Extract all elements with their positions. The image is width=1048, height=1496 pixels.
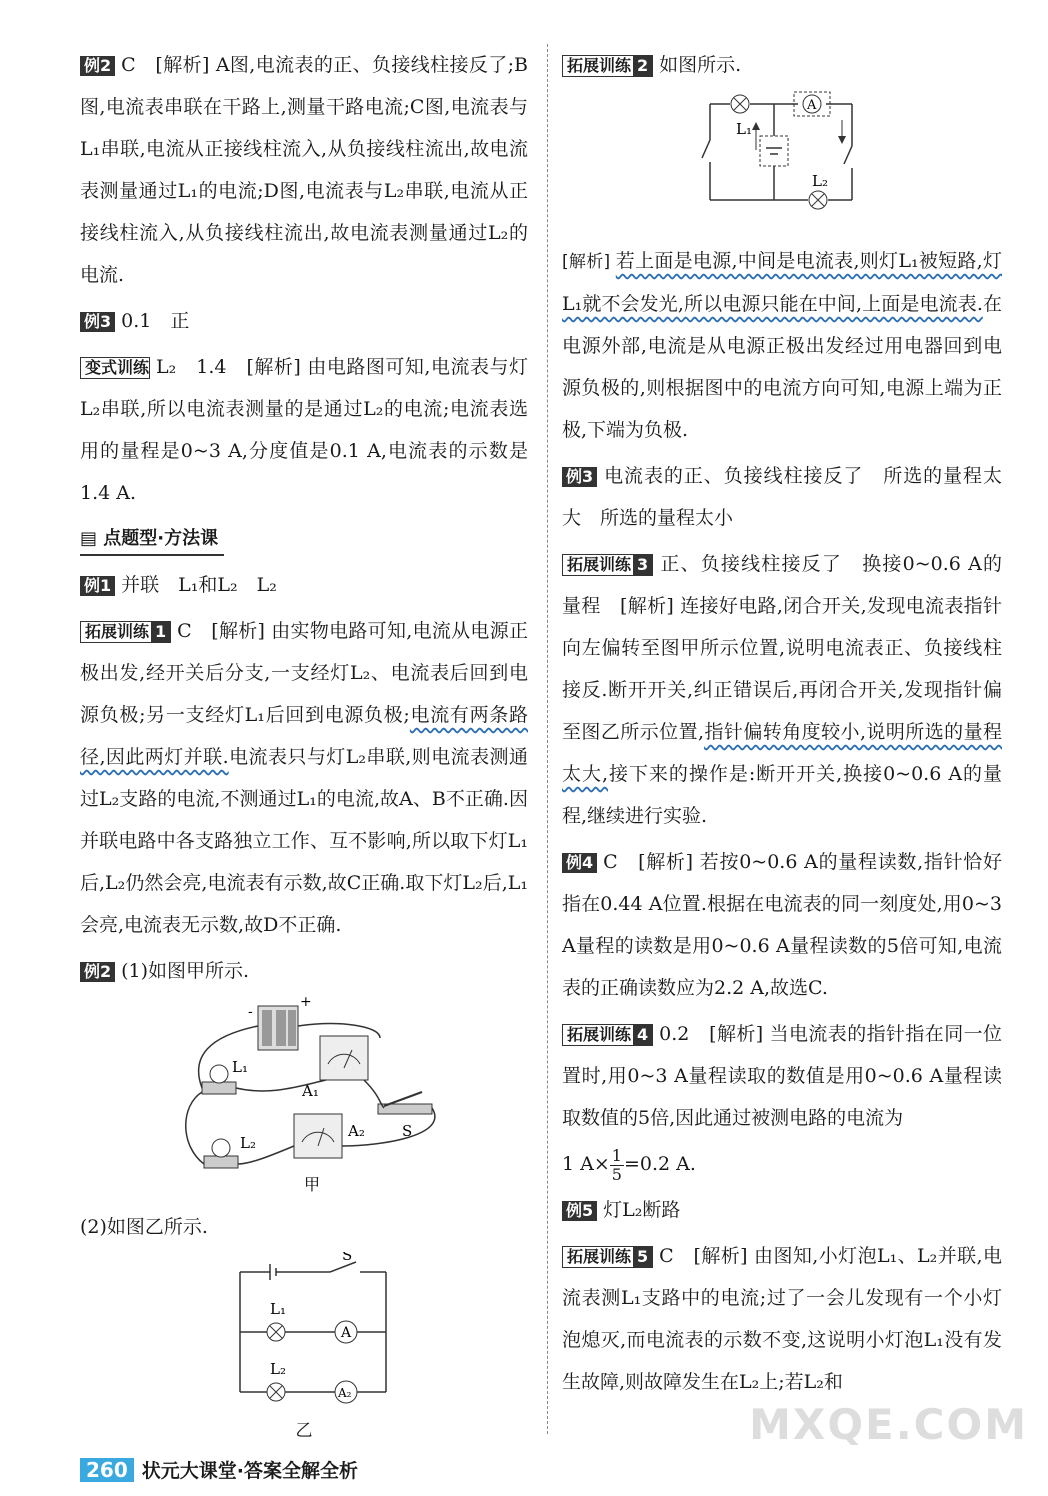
- lamp-l2-symbol-icon: [267, 1383, 285, 1401]
- answer-example-4: 例4 C [解析] 若按0~0.6 A的量程读数,指针恰好指在0.44 A位置.根据在电流表的同一刻度处,用0~3 A量程的读数是用0~0.6 A量程读数的5倍可知,电流表的正确读数应为2.2 A,故选C.: [562, 851, 1002, 999]
- label-a: A: [807, 98, 817, 113]
- tag-example: 例4: [562, 853, 597, 873]
- figure-physical-circuit: [80, 996, 528, 1200]
- lamp-l1-symbol-icon: [267, 1323, 285, 1341]
- tag-extension-training: 拓展训练 1: [80, 621, 171, 643]
- lamp-l2-icon: [204, 1139, 238, 1168]
- page-number: 260: [80, 1458, 134, 1482]
- figure-schematic-yi: [80, 1252, 528, 1441]
- tag-variant-training: 变式训练: [80, 357, 150, 379]
- formula-line: 1 A× $\frac{1}{5}$ =0.2 A.: [562, 1145, 696, 1184]
- answer-extension-1: 拓展训练 1 C [解析] 由实物电路可知,电流从电源正极出发,经开关后分支,一支经灯L₂、电流表后回到电源负极;另一支经灯L₁后回到电源负极;电流有两条路径,因此两灯并联.电流表只与灯L₂串联,则电流表测通过L₂支路的电流,不测通过L₁的电流,故A、B不正确.因并联电路中各支路独立工作、互不影响,所以取下灯L₁后,L₂仍然会亮,电流表有示数,故C正确.取下灯L₂后,L₁会亮,电流表无示数,故D不正确.: [80, 620, 528, 936]
- tag-example: 例3: [80, 312, 115, 332]
- answer-example-5: 例5 灯L₂断路: [562, 1189, 1002, 1231]
- label-l2: L₂: [270, 1360, 286, 1378]
- tag-example: 例5: [562, 1201, 597, 1221]
- answer-example-2b: 例2 (1)如图甲所示.: [80, 950, 528, 992]
- tag-extension-training: 拓展训练 3: [562, 554, 653, 576]
- ammeter-a2-icon: [294, 1114, 342, 1158]
- left-column: [80, 44, 528, 1447]
- answer-extension-2: 拓展训练 2 如图所示.: [562, 44, 1002, 86]
- section-heading: ▤ 点题型·方法课: [80, 524, 224, 556]
- answer-example-2: 例2 C [解析] A图,电流表的正、负接线柱接反了;B图,电流表串联在干路上,测量干路电流;C图,电流表与L₁串联,电流从正接线柱流入,从负接线柱流出,故电流表测量通过L₁的电流;D图,电流表与L₂串联,电流从正接线柱流入,从负接线柱流出,故电流表测量通过L₂的电流.: [80, 54, 528, 286]
- column-divider: [547, 44, 548, 1434]
- switch-icon: [378, 1092, 432, 1114]
- tag-example: 例2: [80, 56, 115, 76]
- tag-extension-training: 拓展训练 5: [562, 1246, 653, 1268]
- label-s: S: [402, 1122, 413, 1140]
- caption-yi: 乙: [295, 1421, 313, 1441]
- answer-extension-2-analysis: [解析] 若上面是电源,中间是电流表,则灯L₁被短路,灯L₁就不会发光,所以电源只能在中间,上面是电流表.在电源外部,电流是从电源正极出发经过用电器回到电源负极的,则根据图中的电流方向可知,电源上端为正极,下端为负极.: [562, 250, 1003, 441]
- answer-example-2-part2: (2)如图乙所示.: [80, 1216, 208, 1238]
- label-l1: L₁: [270, 1300, 286, 1318]
- watermark-logo: MXQE.COM: [749, 1400, 1028, 1449]
- lamp-l1-icon: [202, 1065, 236, 1094]
- right-column: [562, 44, 1002, 1407]
- arrow-up-icon: [752, 122, 760, 150]
- answer-example-1: 例1 并联 L₁和L₂ L₂: [80, 564, 528, 606]
- answer-example-3: 例3 0.1 正: [80, 300, 528, 342]
- label-a: A: [341, 1325, 352, 1341]
- schematic-diagram-yi: [80, 1252, 528, 1412]
- tag-example: 例2: [80, 962, 115, 982]
- tag-extension-training: 拓展训练 4: [562, 1024, 653, 1046]
- fraction: $\frac{1}{5}$: [611, 1145, 622, 1184]
- answer-extension-4: 拓展训练 4 0.2 [解析] 当电流表的指针指在同一位置时,用0~3 A量程读取的数值是用0~0.6 A量程读取数值的5倍,因此通过被测电路的电流为: [562, 1023, 1002, 1129]
- answer-example-3-right: 例3 电流表的正、负接线柱接反了 所选的量程太大 所选的量程太小: [562, 465, 1002, 529]
- label-a2: A₂: [338, 1386, 352, 1400]
- figure-extension-2-circuit: [562, 90, 1002, 234]
- answer-extension-3: 拓展训练 3 正、负接线柱接反了 换接0~0.6 A的量程 [解析] 连接好电路,闭合开关,发现电流表指针向左偏转至图甲所示位置,说明电流表正、负接线柱接反.断开开关,纠正错误后,再闭合开关,发现指针偏至图乙所示位置,指针偏转角度较小,说明所选的量程太大,接下来的操作是:断开开关,换接0~0.6 A的量程,继续进行实验.: [562, 553, 1002, 827]
- tag-example: 例3: [562, 467, 597, 487]
- book-title: 状元大课堂·答案全解全析: [141, 1460, 358, 1482]
- battery-icon: [258, 1006, 298, 1050]
- label-l2: L₂: [812, 172, 828, 190]
- lamp-l2-symbol-icon: [809, 191, 827, 209]
- physical-circuit-diagram: [80, 996, 528, 1196]
- book-icon: ▤: [80, 528, 104, 549]
- tag-extension-training: 拓展训练 2: [562, 55, 653, 77]
- lamp-l1-symbol-icon: [731, 95, 749, 113]
- tag-example: 例1: [80, 576, 115, 596]
- ammeter-a1-icon: [320, 1036, 368, 1080]
- label-l2: L₂: [240, 1134, 256, 1152]
- plus-label: +: [300, 996, 312, 1010]
- caption-jia: 甲: [304, 1175, 321, 1194]
- label-l1: L₁: [736, 120, 752, 138]
- answer-variant-training: 变式训练 L₂ 1.4 [解析] 由电路图可知,电流表与灯L₂串联,所以电流表测量的是通过L₂的电流;电流表选用的量程是0~3 A,分度值是0.1 A,电流表的示数是1.4 A.: [80, 356, 528, 504]
- minus-label: -: [248, 1004, 253, 1020]
- label-a2: A₂: [348, 1122, 365, 1140]
- label-a1: A₁: [302, 1082, 319, 1100]
- arrow-down-icon: [838, 120, 846, 144]
- circuit-diagram-ext2: [562, 90, 1002, 230]
- page-footer: [80, 1456, 358, 1483]
- dashed-box-middle: [760, 136, 788, 166]
- label-l1: L₁: [232, 1058, 248, 1076]
- answer-extension-5: 拓展训练 5 C [解析] 由图知,小灯泡L₁、L₂并联,电流表测L₁支路中的电流;过了一会儿发现有一个小灯泡熄灭,而电流表的示数不变,这说明小灯泡L₁没有发生故障,则故障发生在L₂上;若L₂和: [562, 1245, 1002, 1393]
- label-s: S: [342, 1252, 353, 1264]
